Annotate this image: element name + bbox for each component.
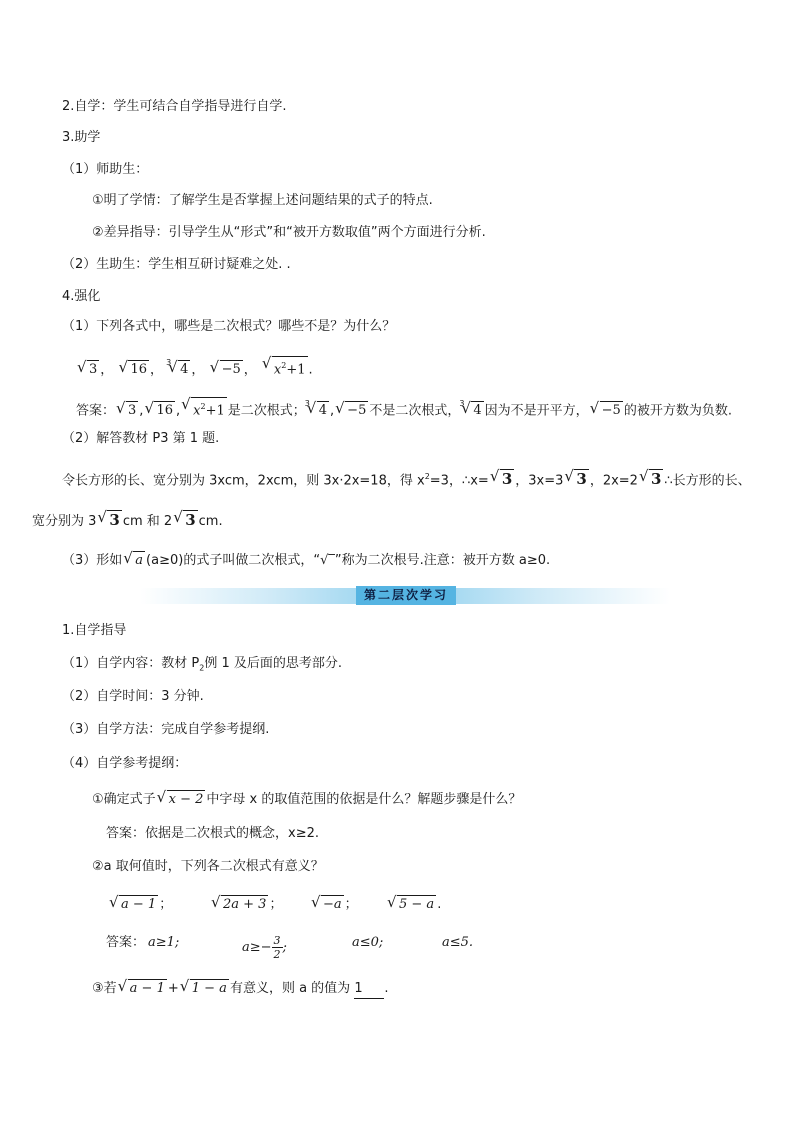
outline-point-2: ②a 取何值时，下列各二次根式有意义？ <box>92 859 324 874</box>
outline-point-3: ③若√ a − 1 +√ 1 − a 有意义，则 a 的值为 1 . <box>92 979 388 999</box>
answer-1: 答案：√ 3 ,√ 16 ,√ $x^2+1$ 是二次根式； √ 3 4 ,√ −5 不是二次根式， √ 3 4 因为不是开平方，√ −5 的被开方数为负数. <box>76 397 732 420</box>
outline-point-2-expr-4: √ 5 − a . <box>386 895 441 914</box>
zixue-item-1: （1）自学内容：教材 $P_2$例 1 及后面的思考部分. <box>62 656 343 673</box>
radical-expr: √ $x^2+1$ <box>262 356 308 379</box>
outline-point-2-answer-1: a≥1; <box>148 935 180 950</box>
mingliao-line: ①明了学情：了解学生是否掌握上述问题结果的式子的特点. <box>92 193 433 208</box>
zixue-zhidao-heading: 1.自学指导 <box>62 623 127 638</box>
outline-point-2-answer-2: a≥− $\frac{3}{2}$ ; <box>242 934 287 961</box>
outline-point-1-answer: 答案：依据是二次根式的概念，x≥2. <box>106 826 319 841</box>
zixue-item-4: （4）自学参考提纲： <box>62 756 188 771</box>
radical-expr: √ 16 <box>118 360 149 379</box>
radical-expr: √ 3 <box>77 360 99 379</box>
question-3: （3）形如√ a (a≥0)的式子叫做二次根式，“√‾”称为二次根号.注意：被开方数 a≥0. <box>62 551 550 570</box>
zixue-item-3: （3）自学方法：完成自学参考提纲. <box>62 722 270 737</box>
radical-expr: √ −5 <box>210 360 243 379</box>
zhuxue-heading: 3.助学 <box>62 130 101 145</box>
outline-point-2-answer-3: a≤0; <box>352 935 384 950</box>
outline-point-2-answer-4: a≤5. <box>442 935 474 950</box>
chayi-line: ②差异指导：引导学生从“形式”和“被开方数取值”两个方面进行分析. <box>92 225 486 240</box>
zixue-line: 2.自学：学生可结合自学指导进行自学. <box>62 99 287 114</box>
question-2-solution-line2: 宽分别为 3√ 3 cm 和 2√ 3 cm. <box>32 510 223 531</box>
fraction: $\frac{3}{2}$ <box>273 934 281 961</box>
cube-root-expr: √ 3 4 <box>168 360 190 379</box>
outline-point-2-answer-label: 答案： <box>106 935 146 950</box>
zixue-item-2: （2）自学时间：3 分钟. <box>62 689 204 704</box>
outline-point-2-expr-1: √ a − 1 ； <box>108 895 172 914</box>
outline-point-2-expr-2: √ 2a + 3 ； <box>210 895 282 914</box>
qianghua-heading: 4.强化 <box>62 289 101 304</box>
shengzhusheng-line: （2）生助生：学生相互研讨疑难之处. . <box>62 257 291 272</box>
shizhusheng-line: （1）师助生： <box>62 162 149 177</box>
question-2-solution-line1: 令长方形的长、宽分别为 3xcm，2xcm，则 3x·2x=18，得 $x^2=3$，∴x=√ 3 ，3x=3√ 3 ，2x=2√ 3 ∴长方形的长、 <box>62 468 751 490</box>
outline-point-2-expr-3: √ −a ； <box>310 895 358 914</box>
outline-point-1: ①确定式子√ x − 2 中字母 x 的取值范围的依据是什么？解题步骤是什么？ <box>92 790 521 809</box>
answer-blank: 1 <box>354 980 384 999</box>
question-1: （1）下列各式中，哪些是二次根式？哪些不是？为什么？ <box>62 319 396 334</box>
question-2: （2）解答教材 P3 第 1 题. <box>62 431 220 446</box>
section-banner-title: 第二层次学习 <box>356 586 456 605</box>
question-1-expressions: √ 3 ， √ 16 ， √ 3 4 ， √ −5 ， √ $x^2+1$ . <box>76 356 313 379</box>
